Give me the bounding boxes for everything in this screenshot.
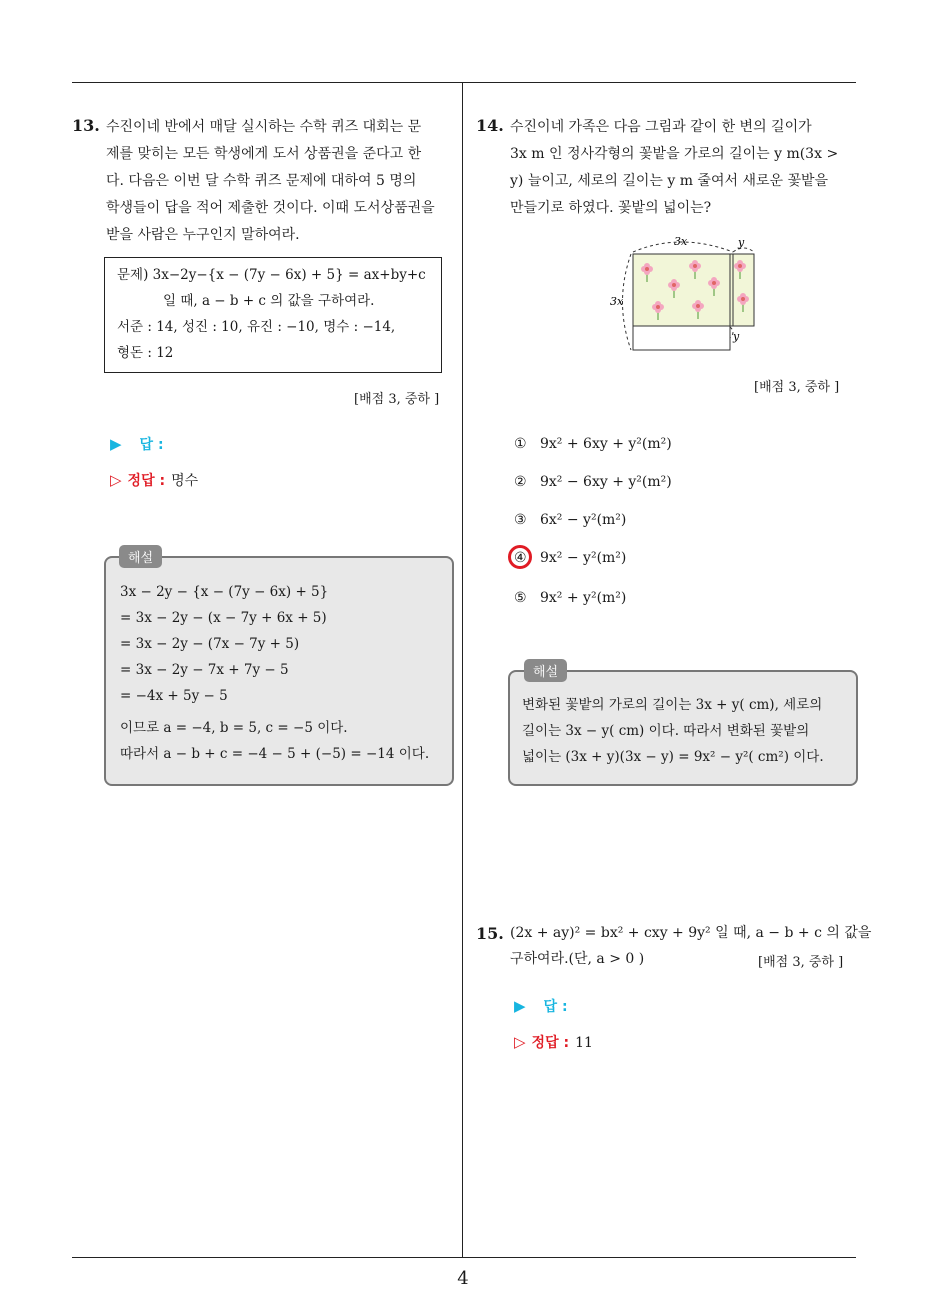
- choice-text: 9x² − y²(m²): [540, 550, 627, 566]
- q13-line: 다. 다음은 이번 달 수학 퀴즈 문제에 대하여 5 명의: [106, 173, 417, 189]
- q13-box-line: 서준 : 14, 성진 : 10, 유진 : −10, 명수 : −14,: [117, 319, 396, 335]
- choice-3[interactable]: [514, 512, 626, 528]
- q13-problem-box: [104, 257, 442, 373]
- choice-2[interactable]: [514, 474, 672, 490]
- choice-number: ③: [514, 512, 527, 528]
- q13-score: [배점 3, 중하 ]: [354, 392, 440, 407]
- q15-correct-value: 11: [575, 1035, 593, 1051]
- choice-text: 9x² − 6xy + y²(m²): [540, 474, 672, 490]
- q13-line: 학생들이 답을 적어 제출한 것이다. 이때 도서상품권을: [106, 200, 435, 216]
- q13-expl-line: 따라서 a − b + c = −4 − 5 + (−5) = −14 이다.: [120, 746, 430, 762]
- figure-right-label: y: [738, 236, 745, 249]
- q13-correct-row: [110, 470, 198, 490]
- q13-correct-label: 정답 :: [127, 473, 166, 489]
- q13-expl-line: 이므로 a = −4, b = 5, c = −5 이다.: [120, 720, 348, 736]
- side-brace: [623, 254, 632, 350]
- q13-line: 받을 사람은 누구인지 말하여라.: [106, 227, 300, 243]
- q13-box-line: 일 때, a − b + c 의 값을 구하여라.: [163, 293, 375, 309]
- q15-answer-label: 답 :: [543, 999, 568, 1015]
- q14-explanation-tag: 해설: [524, 659, 567, 682]
- q15-score: [배점 3, 중하 ]: [758, 955, 844, 970]
- q13-expl-line: = −4x + 5y − 5: [120, 688, 228, 704]
- q15-correct-row: [514, 1032, 593, 1052]
- q14-score: [배점 3, 중하 ]: [754, 380, 840, 395]
- q13-number: 13.: [72, 116, 100, 135]
- flowerbed-removed: [633, 326, 730, 350]
- outline-triangle-icon: ▷: [514, 1033, 526, 1051]
- outline-triangle-icon: ▷: [110, 471, 122, 489]
- q13-expl-line: 3x − 2y − {x − (7y − 6x) + 5}: [120, 584, 329, 600]
- q13-line: 수진이네 반에서 매달 실시하는 수학 퀴즈 대회는 문: [106, 119, 422, 135]
- choice-text: 6x² − y²(m²): [540, 512, 627, 528]
- play-triangle-icon: ▶: [514, 997, 526, 1015]
- selected-choice-mark: [508, 545, 532, 569]
- q13-expl-line: = 3x − 2y − 7x + 7y − 5: [120, 662, 289, 678]
- q13-box-line: 형돈 : 12: [117, 345, 174, 361]
- q15-correct-label: 정답 :: [531, 1035, 570, 1051]
- q14-expl-line: 변화된 꽃밭의 가로의 길이는 3x + y( cm), 세로의: [522, 697, 823, 713]
- q13-answer-row[interactable]: [110, 434, 164, 454]
- choice-5[interactable]: [514, 590, 626, 606]
- choice-number: ①: [514, 436, 527, 452]
- q15-number: 15.: [476, 924, 504, 943]
- q13-correct-value: 명수: [171, 473, 199, 489]
- figure-side-label: 3x: [610, 295, 624, 308]
- bottom-rule: [72, 1257, 856, 1258]
- q13-expl-line: = 3x − 2y − (x − 7y + 6x + 5): [120, 610, 327, 626]
- q14-line: 수진이네 가족은 다음 그림과 같이 한 변의 길이가: [510, 119, 812, 135]
- q15-line: (2x + ay)² = bx² + cxy + 9y² 일 때, a − b + c 의 값을: [510, 925, 872, 941]
- q14-expl-line: 길이는 3x − y( cm) 이다. 따라서 변화된 꽃밭의: [522, 723, 810, 739]
- q14-line: y) 늘이고, 세로의 길이는 y m 줄여서 새로운 꽃밭을: [510, 173, 829, 189]
- q15-line: 구하여라.(단, a > 0 ): [510, 951, 645, 967]
- q14-number: 14.: [476, 116, 504, 135]
- play-triangle-icon: ▶: [110, 435, 122, 453]
- q14-line: 3x m 인 정사각형의 꽃밭을 가로의 길이는 y m(3x >: [510, 146, 839, 162]
- q13-line: 제를 맞히는 모든 학생에게 도서 상품권을 준다고 한: [106, 146, 422, 162]
- q13-expl-line: = 3x − 2y − (7x − 7y + 5): [120, 636, 300, 652]
- q14-expl-line: 넓이는 (3x + y)(3x − y) = 9x² − y²( cm²) 이다.: [522, 749, 824, 765]
- top-rule: [72, 82, 856, 83]
- choice-text: 9x² + 6xy + y²(m²): [540, 436, 672, 452]
- column-divider: [462, 82, 463, 1258]
- choice-number: ④: [514, 550, 527, 566]
- q15-answer-row[interactable]: [514, 996, 568, 1016]
- figure-bottom-label: y: [733, 330, 740, 343]
- q14-line: 만들기로 하였다. 꽃밭의 넓이는?: [510, 200, 712, 216]
- figure-top-label: 3x: [674, 235, 688, 248]
- choice-1[interactable]: [514, 436, 672, 452]
- choice-number: ⑤: [514, 590, 527, 606]
- choice-number: ②: [514, 474, 527, 490]
- page-number: 4: [457, 1268, 469, 1289]
- q14-figure: [600, 228, 770, 358]
- q13-explanation-tag: 해설: [119, 545, 162, 568]
- q13-answer-label: 답 :: [139, 437, 164, 453]
- q13-box-line: 문제) 3x−2y−{x − (7y − 6x) + 5} = ax+by+c: [117, 267, 426, 283]
- choice-text: 9x² + y²(m²): [540, 590, 627, 606]
